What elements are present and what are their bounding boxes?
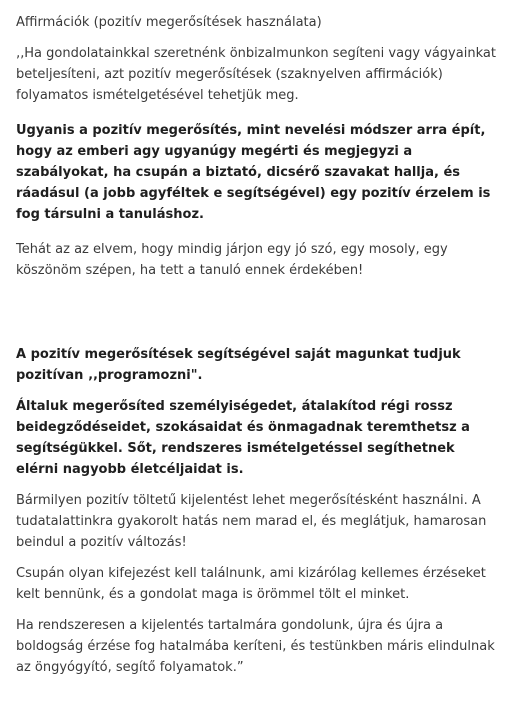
paragraph-any-statement: Bármilyen pozitív töltetű kijelentést lehet megerősítésként használni. A tudatalattinkra gyakorolt hatás nem marad el, és meglátjuk, hamarosan beindul a pozitív változás! xyxy=(16,493,487,550)
paragraph-expression: Csupán olyan kifejezést kell találnunk, ami kizárólag kellemes érzéseket kelt bennünk, és a gondolat maga is örömmel tölt el minket. xyxy=(16,566,486,602)
paragraph-principle: Tehát az az elvem, hogy mindig járjon egy jó szó, egy mosoly, egy köszönöm szépen, ha tett a tanuló ennek érdekében! xyxy=(16,242,448,278)
paragraph-happiness: Ha rendszeresen a kijelentés tartalmára gondolunk, újra és újra a boldogság érzése fog hatalmába keríteni, és testünkben máris elindulnak az öngyógyító, segítő folyamatok.” xyxy=(16,618,495,675)
paragraph-intro: ‚‚Ha gondolatainkkal szeretnénk önbizalmunkon segíteni vagy vágyainkat beteljesíteni, azt pozitív megerősítések (szaknyelven affirmációk) folyamatos ismételgetésével tehetjük meg. xyxy=(16,46,496,103)
paragraph-programming: A pozitív megerősítések segítségével saját magunkat tudjuk pozitívan ‚‚programozni". xyxy=(16,347,461,383)
paragraph-method: Ugyanis a pozitív megerősítés, mint nevelési módszer arra épít, hogy az emberi agy ugyanúgy megérti és megjegyzi a szabályokat, ha csupán a biztató, dicsérő szavakat hallja, és ráadásul (a jobb agyféltek e segítségével) egy pozitív érzelem is fog társulni a tanuláshoz. xyxy=(16,123,491,222)
document-title: Affirmációk (pozitív megerősítések használata) xyxy=(16,15,322,30)
paragraph-personality: Általuk megerősíted személyiségedet, átalakítod régi rossz beidegződéseidet, szokásaidat és önmagadnak teremthetsz a segítségükkel. Sőt, rendszeres ismételgetéssel segíthetnek elérni nagyobb életcéljaidat is. xyxy=(16,399,470,477)
